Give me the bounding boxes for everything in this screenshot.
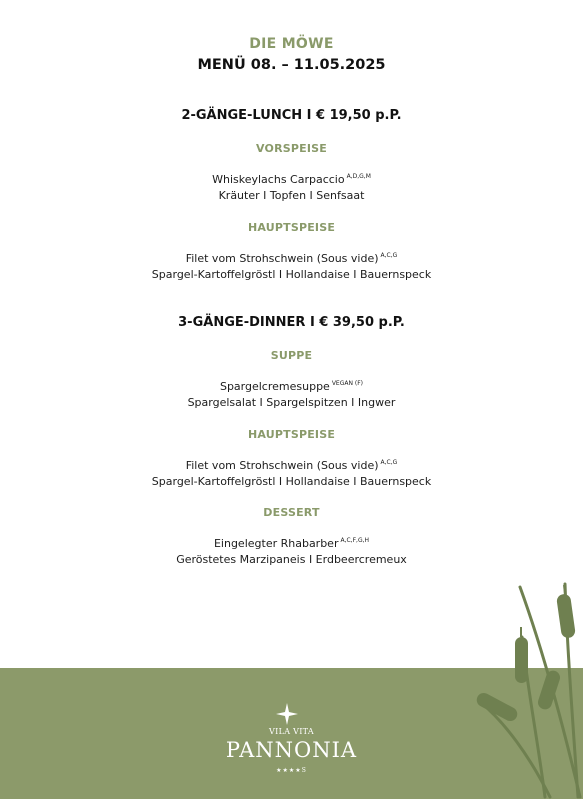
dish-name: Filet vom Strohschwein (Sous vide) $^{A,C,G}$ [185, 459, 398, 472]
allergen-codes: A,D,G,M [346, 173, 371, 180]
section-heading: HAUPTSPEISE [247, 221, 336, 234]
logo-small-text: VILA VITA [269, 727, 314, 736]
dinner-title: 3-GÄNGE-DINNER I € 39,50 p.P. [178, 315, 405, 330]
menu-date-range: MENÜ 08. – 11.05.2025 [197, 57, 386, 73]
section-heading: DESSERT [263, 506, 320, 519]
restaurant-name: DIE MÖWE [249, 36, 334, 52]
dish-description: Spargelsalat I Spargelspitzen I Ingwer [187, 396, 396, 409]
reeds-illustration [470, 582, 583, 799]
dish-name: Spargelcremesuppe $^{VEGAN (F)}$ [219, 380, 364, 393]
allergen-codes: A,C,G [380, 459, 398, 466]
dish-description: Spargel-Kartoffelgröstl I Hollandaise I Bauernspeck [151, 268, 432, 281]
dish-name: Filet vom Strohschwein (Sous vide) $^{A,C,G}$ [185, 252, 398, 265]
section-heading: SUPPE [270, 349, 313, 362]
section-heading: HAUPTSPEISE [247, 428, 336, 441]
allergen-codes: A,C,G [380, 252, 398, 259]
logo-brand-text: PANNONIA [225, 738, 358, 762]
star-logo-icon [276, 703, 298, 725]
dish-description: Kräuter I Topfen I Senfsaat [218, 189, 365, 202]
allergen-codes: A,C,F,G,H [340, 537, 370, 544]
lunch-title: 2-GÄNGE-LUNCH I € 19,50 p.P. [181, 108, 402, 123]
dish-description: Spargel-Kartoffelgröstl I Hollandaise I Bauernspeck [151, 475, 432, 488]
dish-name: Eingelegter Rhabarber $^{A,C,F,G,H}$ [213, 537, 370, 550]
section-heading: VORSPEISE [256, 142, 327, 155]
dish-description: Geröstetes Marzipaneis I Erdbeercremeux [176, 553, 407, 566]
allergen-codes: VEGAN (F) [331, 380, 364, 387]
dish-name: Whiskeylachs Carpaccio $^{A,D,G,M}$ [212, 173, 371, 186]
logo-rating: ★★★★S [276, 767, 307, 774]
